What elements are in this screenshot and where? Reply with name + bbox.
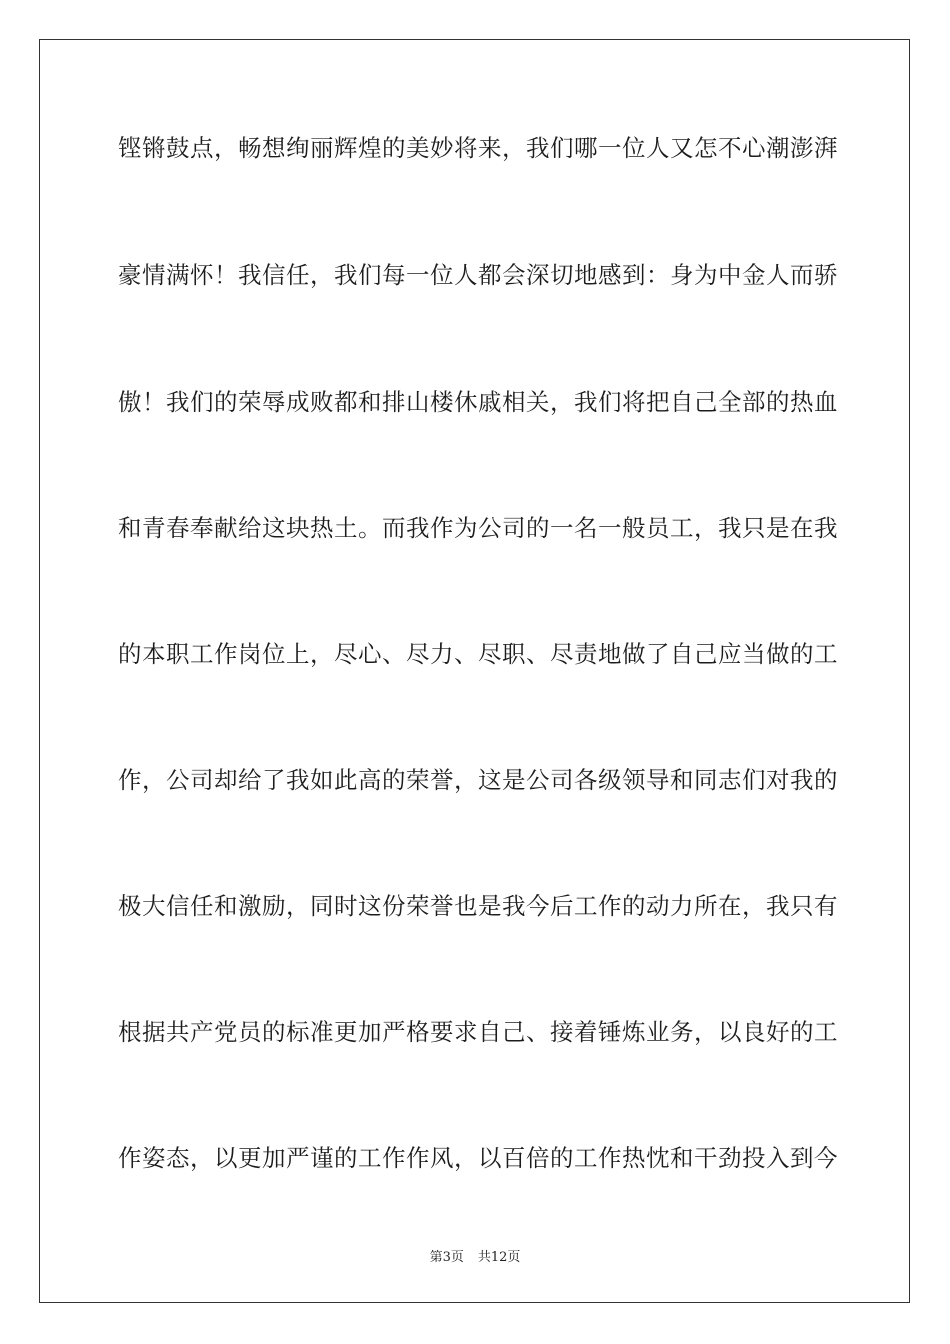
text-line: 极大信任和激励，同时这份荣誉也是我今后工作的动力所在，我只有	[118, 892, 838, 920]
text-line: 豪情满怀！我信任，我们每一位人都会深切地感到：身为中金人而骄	[118, 261, 838, 289]
text-line: 作，公司却给了我如此高的荣誉，这是公司各级领导和同志们对我的	[118, 766, 838, 794]
text-line: 根据共产党员的标准更加严格要求自己、接着锤炼业务，以良好的工	[118, 1018, 838, 1046]
text-line: 和青春奉献给这块热土。而我作为公司的一名一般员工，我只是在我	[118, 514, 838, 542]
text-line: 作姿态，以更加严谨的工作作风，以百倍的工作热忱和干劲投入到今	[118, 1144, 838, 1172]
page-number: 第3页	[429, 1250, 464, 1265]
page-footer	[0, 1246, 950, 1265]
text-line: 铿锵鼓点，畅想绚丽辉煌的美妙将来，我们哪一位人又怎不心潮澎湃	[118, 134, 838, 162]
text-line: 傲！我们的荣辱成败都和排山楼休戚相关，我们将把自己全部的热血	[118, 388, 838, 416]
page-border	[39, 39, 910, 1303]
page-total: 共12页	[477, 1250, 521, 1265]
text-line: 的本职工作岗位上，尽心、尽力、尽职、尽责地做了自己应当做的工	[118, 640, 838, 668]
